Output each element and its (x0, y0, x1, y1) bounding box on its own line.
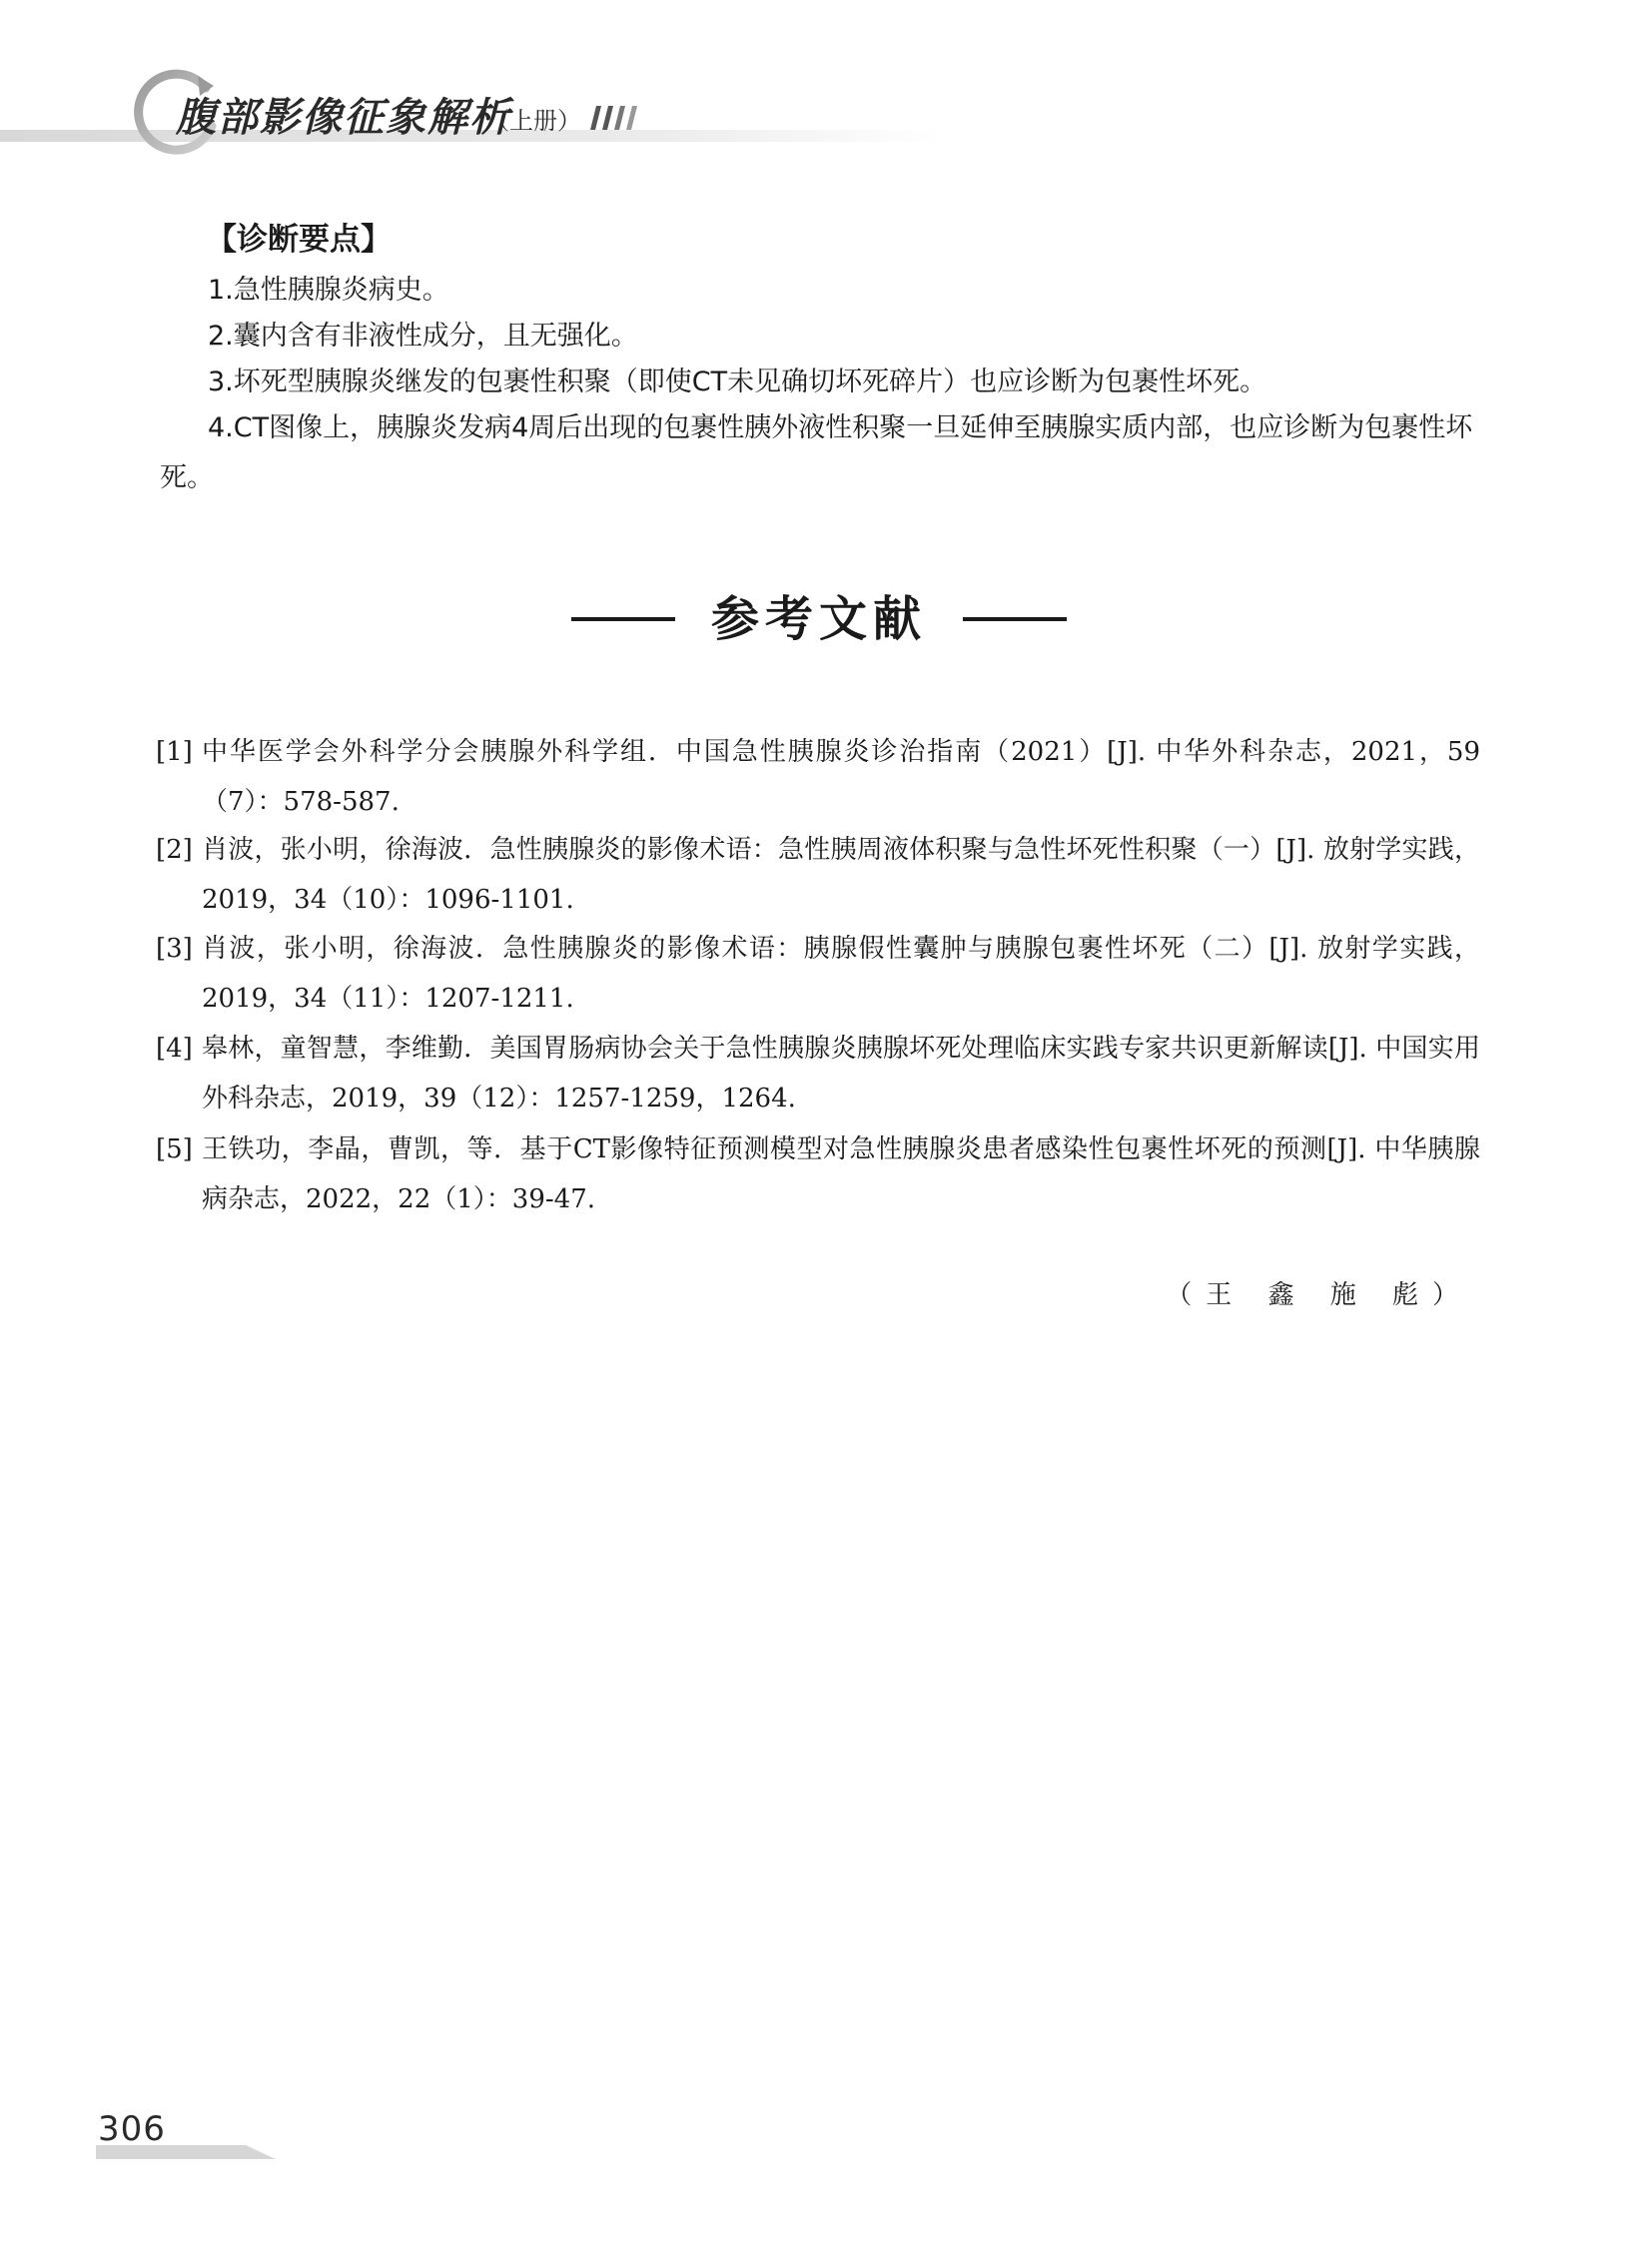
diagnosis-heading: 【诊断要点】 (206, 222, 392, 258)
reference-text: 肖波，张小明，徐海波．急性胰腺炎的影像术语：急性胰周液体积聚与急性坏死性积聚（一）[J]. 放射学实践，2019，34（10）：1096-1101. (202, 835, 1480, 915)
book-title: 腹部影像征象解析 (176, 95, 511, 141)
reference-text: 中华医学会外科学分会胰腺外科学组．中国急性胰腺炎诊治指南（2021）[J]. 中华外科杂志，2021，59（7）：578-587. (202, 737, 1480, 817)
reference-label: [4] (156, 1034, 193, 1064)
heading-rule-right (963, 617, 1067, 621)
reference-item (156, 727, 1480, 827)
reference-text: 王铁功，李晶，曹凯，等．基于CT影像特征预测模型对急性胰腺炎患者感染性包裹性坏死的预测[J]. 中华胰腺病杂志，2022，22（1）：39-47. (202, 1134, 1480, 1214)
reference-text: 肖波，张小明，徐海波．急性胰腺炎的影像术语：胰腺假性囊肿与胰腺包裹性坏死（二）[J]. 放射学实践，2019，34（11）：1207-1211. (202, 934, 1480, 1014)
reference-item (156, 924, 1480, 1024)
diagnosis-point: 3.坏死型胰腺炎继发的包裹性积聚（即使CT未见确切坏死碎片）也应诊断为包裹性坏死。 (208, 367, 1267, 397)
reference-label: [1] (156, 737, 193, 767)
slanted-stripes-icon (584, 106, 640, 130)
running-header (0, 0, 1652, 160)
reference-item (156, 825, 1480, 925)
page-number: 306 (98, 2109, 166, 2149)
diagnosis-point: 1.急性胰腺炎病史。 (208, 275, 449, 306)
reference-label: [5] (156, 1134, 193, 1164)
diagnosis-point: 4.CT图像上，胰腺炎发病4周后出现的包裹性胰外液性积聚一旦延伸至胰腺实质内部，也应诊断为包裹性坏死。 (160, 412, 1473, 493)
diagnosis-point: 2.囊内含有非液性成分，且无强化。 (208, 321, 638, 352)
reference-label: [2] (156, 835, 193, 865)
reference-item (156, 1124, 1480, 1224)
section-authors: （王 鑫 施 彪） (1166, 1280, 1472, 1310)
reference-item (156, 1024, 1480, 1123)
references-heading (559, 579, 1079, 659)
references-title: 参考文献 (710, 591, 927, 647)
reference-text: 皋林，童智慧，李维勤．美国胃肠病协会关于急性胰腺炎胰腺坏死处理临床实践专家共识更新解读[J]. 中国实用外科杂志，2019，39（12）：1257-1259，1264. (202, 1034, 1480, 1114)
reference-label: [3] (156, 934, 193, 964)
volume-label: （上册） (485, 107, 581, 135)
